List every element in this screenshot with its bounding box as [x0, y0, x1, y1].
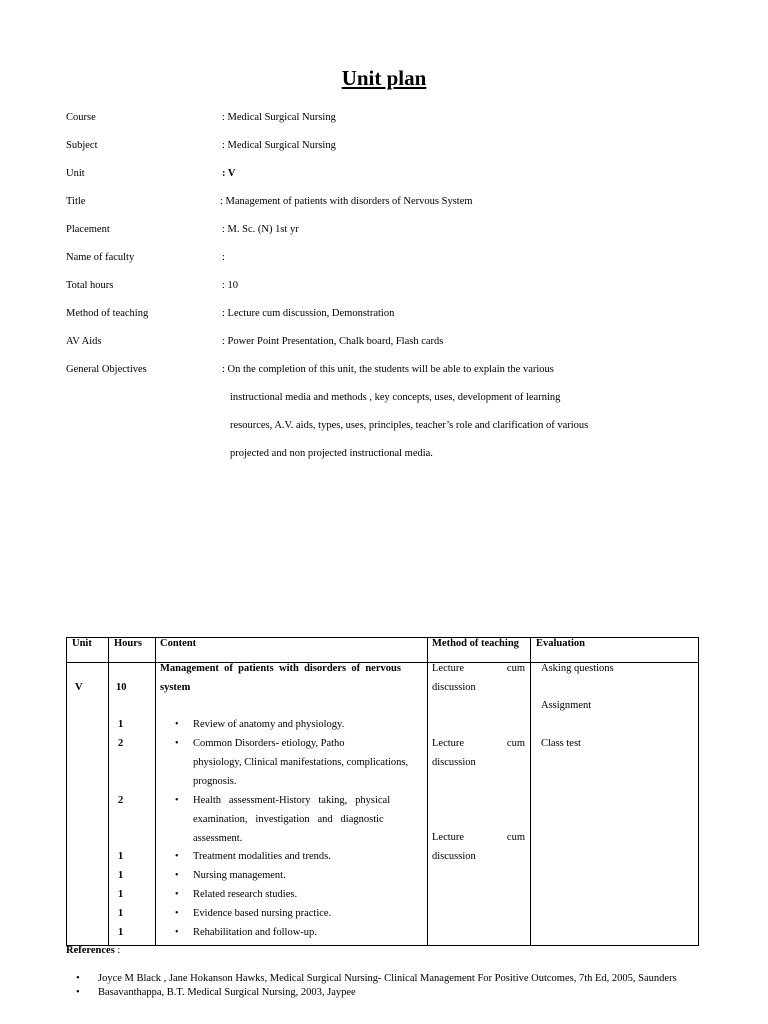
method-word: cum: [506, 663, 525, 674]
info-label: Subject: [66, 140, 98, 151]
info-value: : M. Sc. (N) 1st yr: [222, 224, 299, 235]
bullet-icon: •: [175, 795, 179, 806]
bullet-icon: •: [76, 973, 80, 984]
item-hours: 2: [118, 795, 124, 806]
item-text-line: Related research studies.: [193, 889, 298, 900]
objective-line: projected and non projected instructional media.: [230, 448, 433, 459]
item-text-line: Nursing management.: [193, 870, 286, 881]
references-label: References: [66, 945, 115, 956]
item-hours: 1: [118, 870, 124, 881]
method-lecture-cum: [432, 832, 525, 843]
info-value: : Power Point Presentation, Chalk board, Flash cards: [222, 336, 444, 347]
item-hours: 1: [118, 851, 124, 862]
info-value: : Management of patients with disorders of Nervous System: [220, 196, 473, 207]
method-discussion: discussion: [432, 757, 476, 768]
method-word: Lecture: [432, 832, 465, 843]
method-lecture-cum: [432, 663, 525, 674]
unit-value: V: [75, 682, 83, 693]
item-text-line: Review of anatomy and physiology.: [193, 719, 345, 730]
page-title: Unit plan: [341, 66, 427, 90]
bullet-icon: •: [175, 851, 179, 862]
item-hours: 1: [118, 719, 124, 730]
evaluation-item: Class test: [541, 738, 581, 749]
info-value: : V: [222, 168, 236, 179]
bullet-icon: •: [175, 738, 179, 749]
info-label: Unit: [66, 168, 85, 179]
item-text-line: physiology, Clinical manifestations, complications,: [193, 757, 409, 768]
item-hours: 1: [118, 889, 124, 900]
header-unit: Unit: [72, 638, 92, 649]
header-content: Content: [160, 638, 197, 649]
unit-plan-table: [66, 637, 699, 946]
info-label: Course: [66, 112, 96, 123]
item-text-line: Evidence based nursing practice.: [193, 908, 332, 919]
bullet-icon: •: [175, 870, 179, 881]
info-label: AV Aids: [66, 336, 102, 347]
objective-line: resources, A.V. aids, types, uses, principles, teacher’s role and clarification of various: [230, 420, 589, 431]
info-value: : Medical Surgical Nursing: [222, 112, 336, 123]
item-text-line: examination, investigation and diagnostic: [193, 814, 384, 825]
info-label: Method of teaching: [66, 308, 149, 319]
item-text-line: Treatment modalities and trends.: [193, 851, 331, 862]
info-value: : On the completion of this unit, the students will be able to explain the various: [222, 364, 554, 375]
info-label: Title: [66, 196, 86, 207]
info-label: Total hours: [66, 280, 114, 291]
method-word: cum: [506, 738, 525, 749]
evaluation-item: Asking questions: [541, 663, 614, 674]
item-hours: 1: [118, 908, 124, 919]
item-hours: 2: [118, 738, 124, 749]
method-word: cum: [506, 832, 525, 843]
info-value: : 10: [222, 280, 239, 291]
header-method: Method of teaching: [432, 638, 519, 649]
item-text-line: prognosis.: [193, 776, 237, 787]
method-lecture-cum: [432, 738, 525, 749]
item-text-line: Common Disorders- etiology, Patho: [193, 738, 345, 749]
info-label: Placement: [66, 224, 110, 235]
bullet-icon: •: [76, 987, 80, 998]
header-evaluation: Evaluation: [536, 638, 586, 649]
bullet-icon: •: [175, 927, 179, 938]
topic-line-1: Management of patients with disorders of nervous: [160, 663, 401, 674]
references-suffix: :: [114, 945, 121, 956]
header-hours: Hours: [114, 638, 143, 649]
info-value: : Medical Surgical Nursing: [222, 140, 336, 151]
method-discussion: discussion: [432, 682, 476, 693]
info-label: General Objectives: [66, 364, 147, 375]
info-label: Name of faculty: [66, 252, 135, 263]
bullet-icon: •: [175, 889, 179, 900]
item-text-line: Rehabilitation and follow-up.: [193, 927, 317, 938]
bullet-icon: •: [175, 908, 179, 919]
objective-line: instructional media and methods , key concepts, uses, development of learning: [230, 392, 561, 403]
item-hours: 1: [118, 927, 124, 938]
info-value: :: [222, 252, 225, 263]
method-word: Lecture: [432, 738, 465, 749]
references-heading: [66, 945, 120, 956]
item-text-line: Health assessment-History taking, physical: [193, 795, 391, 806]
bullet-icon: •: [175, 719, 179, 730]
evaluation-item: Assignment: [541, 700, 592, 711]
topic-line-2: system: [160, 682, 191, 693]
info-value: : Lecture cum discussion, Demonstration: [222, 308, 395, 319]
method-discussion: discussion: [432, 851, 476, 862]
method-word: Lecture: [432, 663, 465, 674]
total-hours-value: 10: [116, 682, 127, 693]
reference-text: Joyce M Black , Jane Hokanson Hawks, Medical Surgical Nursing- Clinical Management For Positive Outcomes, 7th Ed, 2005, Saunders: [98, 973, 677, 984]
item-text-line: assessment.: [193, 833, 243, 844]
reference-text: Basavanthappa, B.T. Medical Surgical Nursing, 2003, Jaypee: [98, 987, 356, 998]
